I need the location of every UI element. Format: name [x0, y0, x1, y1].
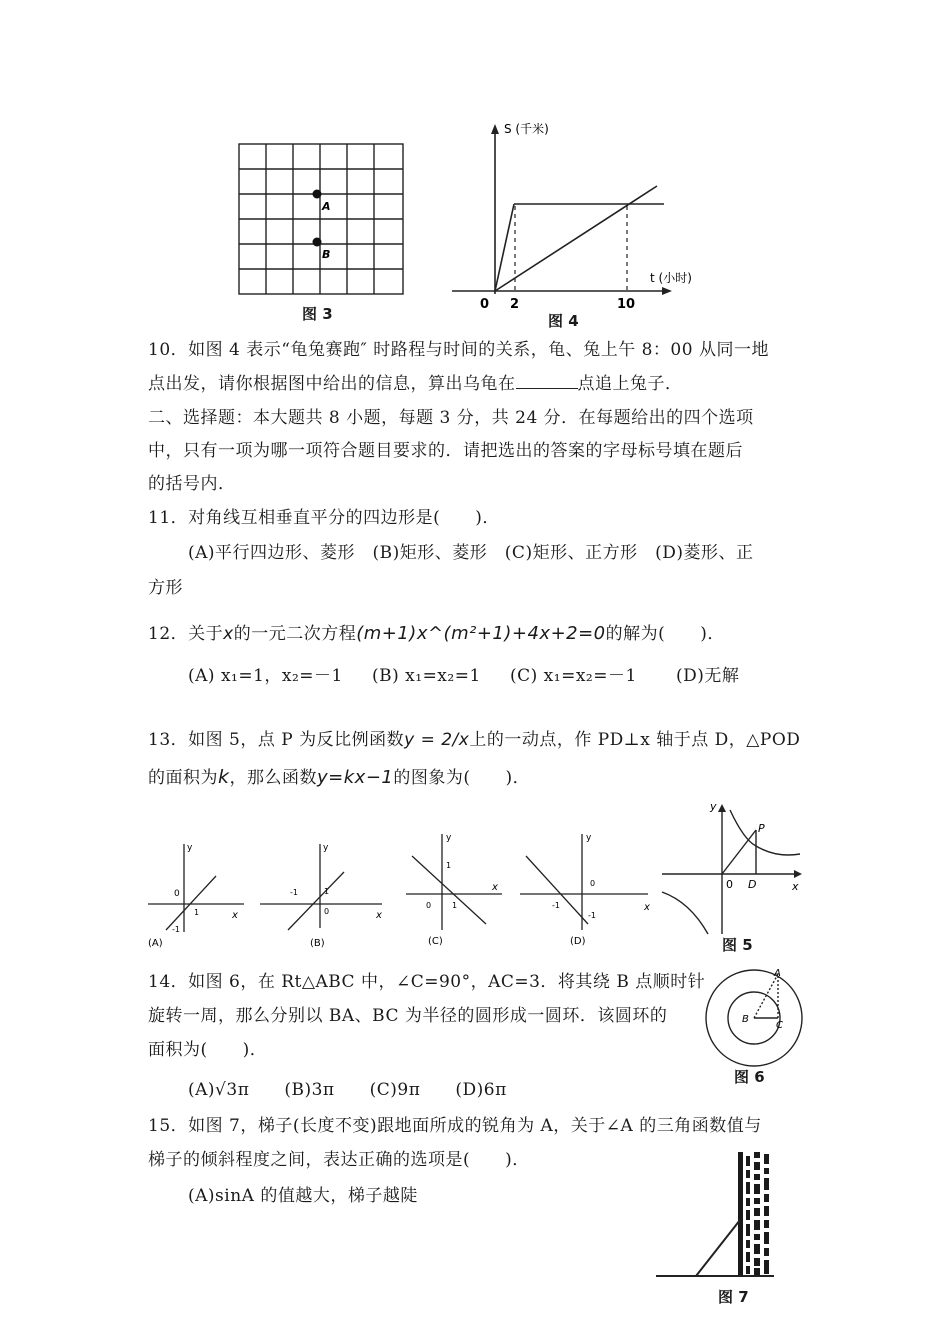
x-axis-label: t (小时): [650, 271, 692, 285]
q12-option-b: (B) x₁=x₂=1: [372, 666, 481, 686]
graph-d-x: x: [644, 902, 650, 913]
graph-c-one-x: 1: [452, 901, 458, 910]
q12-var-x: x: [223, 624, 234, 644]
q10-answer-blank[interactable]: [516, 371, 578, 389]
graph-option-a: [146, 838, 252, 950]
graph-option-c: [404, 830, 504, 948]
graph-b-label: (B): [310, 938, 325, 949]
fig5-o: 0: [726, 878, 733, 891]
q15-option-a: (A)sinA 的值越大，梯子越陡: [188, 1186, 418, 1206]
section2-line2: 中，只有一项为哪一项符合题目要求的．请把选出的答案的字母标号填在题后: [148, 441, 743, 461]
q12-option-a: (A) x₁=1，x₂=－1: [188, 666, 343, 686]
graph-c-label: (C): [428, 936, 443, 947]
q11-options-line2: 方形: [148, 578, 183, 598]
q13-line2-mid: ，那么函数: [229, 768, 318, 788]
graph-a-y: y: [187, 843, 193, 853]
figure-6-caption: 图 6: [734, 1068, 765, 1086]
graph-b-minus-one: -1: [290, 888, 298, 897]
q10-line2: [148, 371, 683, 396]
q13-k: k: [218, 766, 230, 788]
q13-line2-post: 的图象为( )．: [393, 768, 531, 788]
figure-6-annulus: [700, 966, 810, 1070]
q15-line1: 15．如图 7，梯子(长度不变)跟地面所成的锐角为 A，关于∠A 的三角函数值与: [148, 1116, 762, 1136]
figure-7-ladder: [654, 1148, 778, 1280]
graph-d-y: y: [586, 833, 592, 843]
graph-c-one-y: 1: [446, 861, 452, 870]
q15-line2: 梯子的倾斜程度之间，表达正确的选项是( )．: [148, 1150, 530, 1170]
fig6-b: B: [742, 1014, 749, 1025]
fig6-a: A: [774, 968, 781, 979]
q12-equation: (m+1)x^(m²+1)+4x+2=0: [356, 623, 606, 644]
graph-a-label: (A): [148, 938, 163, 949]
fig5-d: D: [748, 878, 757, 891]
q13-line2-pre: 的面积为: [148, 768, 218, 788]
fig6-c: C: [776, 1020, 783, 1031]
graph-c-x: x: [492, 882, 498, 893]
fig5-x: x: [792, 880, 799, 893]
figure-4-graph: [444, 116, 714, 312]
q10-line1: 10．如图 4 表示“龟兔赛跑″ 时路程与时间的关系，龟、兔上午 8：00 从同一地: [148, 340, 769, 360]
q13-function2: y=kx−1: [317, 767, 394, 788]
q12-stem: [148, 622, 725, 646]
tick-2: 2: [510, 297, 520, 312]
graph-d-minus-one-x: -1: [552, 901, 560, 910]
q12-stem-post: 的解为( )．: [605, 624, 725, 644]
figure-5-caption: 图 5: [722, 936, 753, 954]
graph-c-zero: 0: [426, 901, 432, 910]
q13-stem: [148, 728, 800, 752]
q13-line2: [148, 765, 530, 790]
q12-option-d: (D)无解: [676, 666, 740, 686]
graph-b-y: y: [323, 843, 329, 853]
figure-5-hyperbola: [660, 796, 804, 936]
graph-c-y: y: [446, 833, 452, 843]
q11-options-line1: (A)平行四边形、菱形 (B)矩形、菱形 (C)矩形、正方形 (D)菱形、正: [188, 543, 754, 563]
q14-line3: 面积为( )．: [148, 1040, 268, 1060]
figure-3-grid: [236, 140, 406, 300]
label-b: B: [322, 248, 331, 261]
fig5-p: P: [758, 822, 765, 835]
q12-options: [188, 664, 740, 688]
graph-b-one: 1: [324, 887, 330, 896]
q13-stem-mid: 上的一动点，作 PD⊥x 轴于点 D，△POD: [469, 730, 801, 750]
section2-line1: 二、选择题：本大题共 8 小题，每题 3 分，共 24 分．在每题给出的四个选项: [148, 408, 754, 428]
figure-4-caption: 图 4: [548, 312, 579, 330]
graph-d-label: (D): [570, 936, 586, 947]
q10-line2-post: 点追上兔子．: [577, 374, 683, 394]
y-axis-label: S (千米): [504, 122, 549, 136]
graph-b-zero: 0: [324, 907, 330, 916]
tick-10: 10: [617, 297, 636, 312]
fig5-y: y: [710, 800, 717, 813]
q10-line2-pre: 点出发，请你根据图中给出的信息，算出乌龟在: [148, 374, 516, 394]
q12-option-c: (C) x₁=x₂=－1: [510, 666, 637, 686]
graph-a-minus-one: -1: [172, 925, 180, 934]
q11-stem: 11．对角线互相垂直平分的四边形是( )．: [148, 508, 500, 528]
figure-3-caption: 图 3: [302, 305, 333, 323]
label-a: A: [322, 200, 331, 213]
graph-a-zero: 0: [174, 889, 180, 899]
q14-options: (A)√3π (B)3π (C)9π (D)6π: [188, 1080, 507, 1100]
graph-d-minus-one-y: -1: [588, 911, 596, 920]
q12-stem-mid: 的一元二次方程: [233, 624, 357, 644]
q13-stem-pre: 13．如图 5，点 P 为反比例函数: [148, 730, 405, 750]
origin-label: 0: [480, 297, 490, 312]
section2-line3: 的括号内．: [148, 474, 236, 494]
graph-b-x: x: [376, 910, 382, 921]
graph-d-zero: 0: [590, 879, 596, 888]
graph-a-one: 1: [194, 908, 200, 917]
q13-function: y = 2/x: [404, 730, 470, 750]
q12-stem-pre: 12．关于: [148, 624, 224, 644]
q14-line2: 旋转一周，那么分别以 BA、BC 为半径的圆形成一圆环．该圆环的: [148, 1006, 668, 1026]
graph-a-x: x: [232, 910, 238, 921]
point-a: [313, 190, 322, 199]
point-b: [313, 238, 322, 247]
graph-option-d: [518, 830, 654, 948]
q14-line1: 14．如图 6，在 Rt△ABC 中，∠C=90°，AC=3．将其绕 B 点顺时针: [148, 972, 706, 992]
graph-option-b: [258, 838, 386, 950]
figure-7-caption: 图 7: [718, 1288, 749, 1306]
